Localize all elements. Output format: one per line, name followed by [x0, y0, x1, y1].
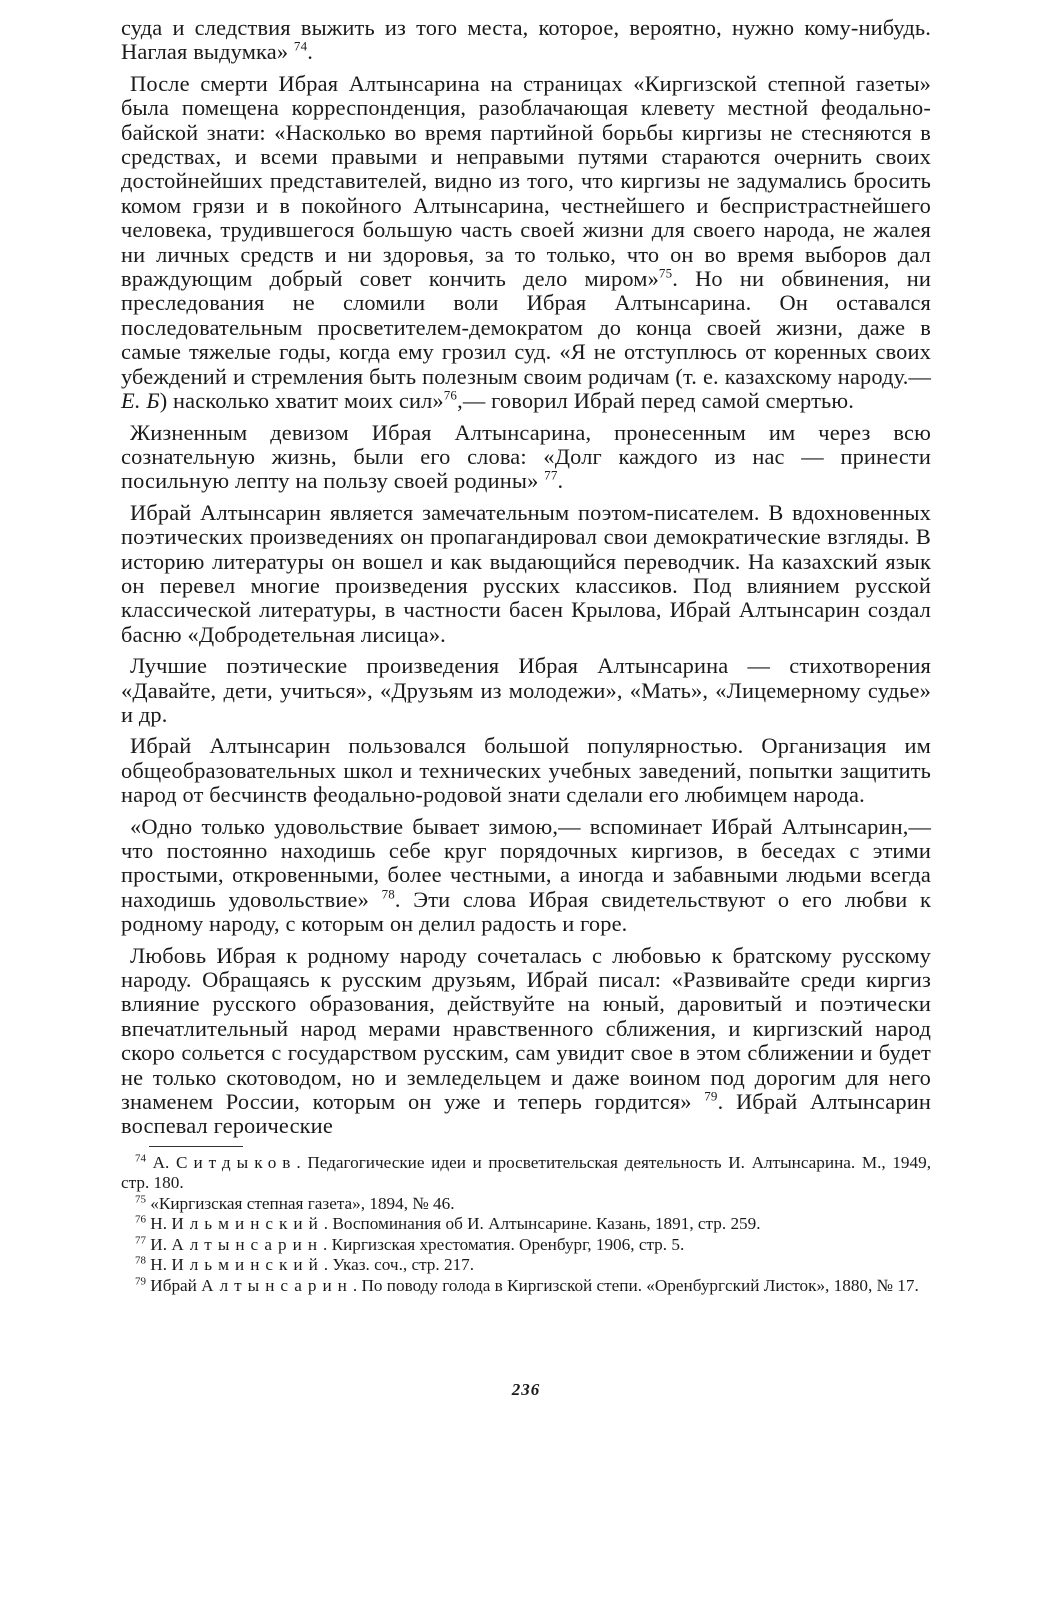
- paragraph-text: Любовь Ибрая к родному народу сочеталась с любовью к братскому русскому народу. Обращаясь к русским друзьям, Ибрай писал: «Развивайте среди киргиз влияние русского образования, действуйте на юный, даровитый и поэтически впечатлительный народ мерами нравственного сближения, и киргизский народ скоро сольется с государством русским, сам увидит свое в этом сближении и будет не только скотоводом, но и земледельцем и даже воином под дорогим для него знаменем России, которым он уже и теперь гордится»: [121, 942, 931, 1115]
- footnote-text: «Киргизская степная газета», 1894, № 46.: [150, 1193, 455, 1213]
- footnotes: [121, 1153, 931, 1297]
- footnote-divider: [149, 1146, 243, 1147]
- footnote-author: Ильминский: [171, 1255, 324, 1275]
- paragraph-continuation: [121, 16, 931, 65]
- footnote: [121, 1153, 931, 1194]
- footnote-author: Ильминский: [171, 1214, 324, 1234]
- footnote: [121, 1255, 931, 1276]
- footnote-text: Ибрай: [150, 1275, 202, 1295]
- paragraph-text: . Но ни обвинения, ни преследования не сломили воли Ибрая Алтынсарина. Он оставался последовательным просветителем-демократом до конца своей жизни, даже в самые тяжелые годы, когда ему грозил суд. «Я не отступлюсь от коренных своих убеждений и стремления быть полезным своим родичам (т. е. казахскому народу.—: [121, 266, 931, 389]
- paragraph-text: «Одно только удовольствие бывает зимою,— вспоминает Ибрай Алтынсарин,— что постоянно находишь себе круг порядочных киргизов, в беседах с этими простыми, откровенными, более честными, а иногда и забавными людьми всегда находишь удовольствие»: [121, 813, 931, 912]
- paragraph: Лучшие поэтические произведения Ибрая Алтынсарина — стихотворения «Давайте, дети, учиться», «Друзьям из молодежи», «Мать», «Лицемерному судье» и др.: [121, 653, 931, 727]
- footnote-number: 76: [135, 1213, 146, 1226]
- paragraph-text: После смерти Ибрая Алтынсарина на страницах «Киргизской степной газеты» была помещена корреспонденция, разоблачающая клевету местной феодально-байской знати: «Насколько во время партийной борьбы киргизы не стесняются в средствах, и всеми правыми и неправыми путями стараются очернить своих достойнейших представителей, видно из того, что киргизы не задумались бросить комом грязи и в покойного Алтынсарина, честнейшего и беспристрастнейшего человека, трудившегося большую часть своей жизни для своего народа, не жалея ни личных средств и ни здоровья, за то только, что он во время выборов дал враждующим добрый совет кончить дело миром»: [121, 70, 931, 292]
- footnote: [121, 1214, 931, 1235]
- paragraph-text: .: [557, 468, 564, 494]
- footnote: [121, 1194, 931, 1215]
- footnote: [121, 1235, 931, 1256]
- footnote-number: 75: [135, 1193, 146, 1206]
- paragraph: Ибрай Алтынсарин является замечательным поэтом-писателем. В вдохновенных поэтических произведениях он пропагандировал свои демократические взгляды. В историю литературы он вошел и как выдающийся переводчик. На казахский язык он перевел многие произведения русских классиков. Под влиянием русской классической литературы, в частности басен Крылова, Ибрай Алтынсарин создал басню «Добродетельная лисица».: [121, 499, 931, 647]
- page-number: 236: [511, 1380, 541, 1399]
- paragraph-text: .: [307, 39, 313, 65]
- footnote-text: . Киргизская хрестоматия. Оренбург, 1906, стр. 5.: [323, 1234, 685, 1254]
- footnote-author: Алтынсарин: [201, 1275, 353, 1295]
- footnote-number: 77: [135, 1234, 146, 1247]
- footnote-text: . Педагогические идеи и просветительская деятельность И. Алтынсарина. М., 1949, стр. 180.: [121, 1152, 932, 1193]
- paragraph: [121, 72, 931, 414]
- footnote-ref[interactable]: 77: [544, 467, 558, 483]
- footnote-number: 78: [135, 1254, 146, 1267]
- paragraph: [121, 944, 931, 1139]
- footnote-text: Н.: [150, 1214, 172, 1234]
- paragraph-text: Жизненным девизом Ибрая Алтынсарина, пронесенным им через всю сознательную жизнь, были его слова: «Долг каждого из нас — принести посильную лепту на пользу своей родины»: [121, 419, 931, 494]
- footnote-text: . По поводу голода в Киргизской степи. «Оренбургский Листок», 1880, № 17.: [352, 1275, 919, 1295]
- footnote-ref[interactable]: 78: [381, 886, 395, 902]
- paragraph: [121, 421, 931, 494]
- footnote-text: А.: [152, 1152, 176, 1172]
- paragraph: Ибрай Алтынсарин пользовался большой популярностью. Организация им общеобразовательных школ и технических учебных заведений, попытки защитить народ от бесчинств феодально-родовой знати сделали его любимцем народа.: [121, 733, 931, 808]
- paragraph-text: . Ибрай Алтынсарин воспевал героические: [121, 1089, 932, 1139]
- footnote-text: Н.: [150, 1255, 172, 1275]
- footnote-number: 79: [135, 1275, 146, 1288]
- paragraph-text: суда и следствия выжить из того места, которое, вероятно, нужно кому-нибудь. Наглая выдумка»: [121, 15, 931, 65]
- footnote-text: . Воспоминания об И. Алтынсарине. Казань, 1891, стр. 259.: [323, 1214, 761, 1234]
- footnote-author: Алтынсарин: [171, 1234, 324, 1254]
- paragraph: [121, 815, 931, 937]
- footnote-number: 74: [135, 1152, 146, 1165]
- footnote-text: И.: [150, 1234, 172, 1254]
- footnote-ref[interactable]: 79: [704, 1088, 718, 1104]
- paragraph-text: . Эти слова Ибрая свидетельствуют о его любви к родному народу, с которым он делил радость и горе.: [121, 886, 932, 937]
- footnote: [121, 1276, 931, 1297]
- paragraph-text: ,— говорил Ибрай перед самой смертью.: [457, 388, 854, 414]
- author-initials: Е. Б: [121, 388, 160, 414]
- book-page: [121, 15, 932, 1399]
- paragraph-text: ) насколько хватит моих сил»: [159, 388, 444, 414]
- footnote-author: Ситдыков: [175, 1152, 297, 1172]
- footnote-ref[interactable]: 74: [293, 38, 308, 54]
- footnote-ref[interactable]: 75: [658, 265, 673, 281]
- footnote-ref[interactable]: 76: [443, 387, 458, 403]
- footnote-text: . Указ. соч., стр. 217.: [323, 1255, 475, 1275]
